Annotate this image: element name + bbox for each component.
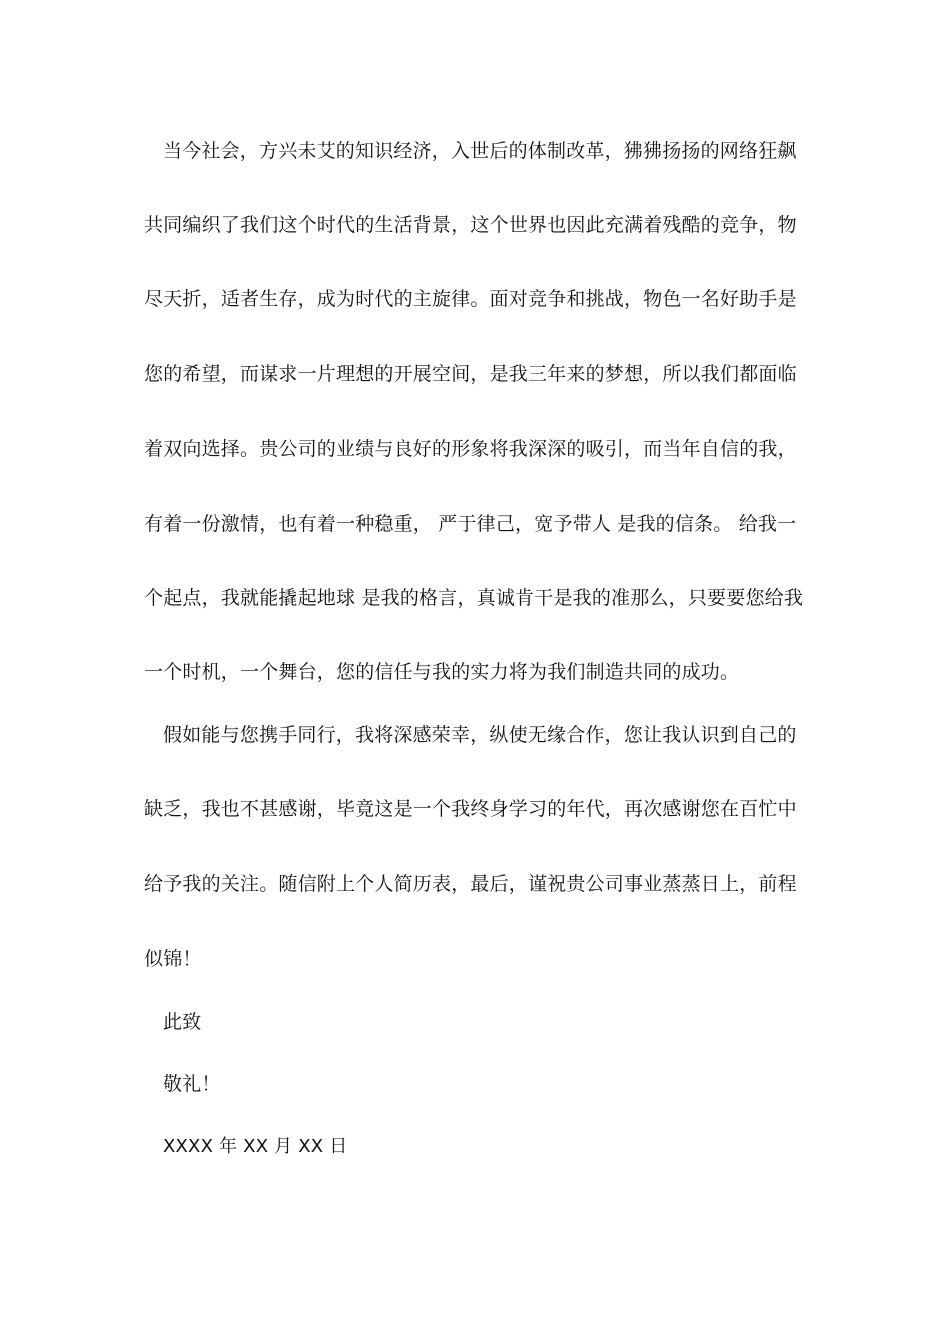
paragraph-1-line-2: 共同编织了我们这个时代的生活背景，这个世界也因此充满着残酷的竞争，物 [144,214,797,236]
paragraph-1-line-5: 着双向选择。贵公司的业绩与良好的形象将我深深的吸引，而当年自信的我， [144,438,797,460]
paragraph-2-line-3: 给予我的关注。随信附上个人简历表，最后，谨祝贵公司事业蒸蒸日上，前程 [144,873,797,895]
paragraph-2-line-1: 假如能与您携手同行，我将深感荣幸，纵使无缘合作，您让我认识到自己的 [163,724,797,746]
paragraph-1-line-7: 个起点，我就能撬起地球 是我的格言，真诚肯干是我的准那么，只要要您给我 [144,587,804,609]
paragraph-1-line-3: 尽天折，适者生存，成为时代的主旋律。面对竞争和挑战，物色一名好助手是 [144,288,797,310]
paragraph-2-line-2: 缺乏，我也不甚感谢，毕竟这是一个我终身学习的年代，再次感谢您在百忙中 [144,798,797,820]
paragraph-1-line-8: 一个时机，一个舞台，您的信任与我的实力将为我们制造共同的成功。 [144,661,740,683]
letter-date: XXXX 年 XX 月 XX 日 [163,1136,348,1157]
paragraph-1-line-1: 当今社会，方兴未艾的知识经济，入世后的体制改革，狒狒扬扬的网络狂飙 [163,140,797,162]
paragraph-2-line-4: 似锦！ [144,948,202,970]
paragraph-1-line-6: 有着一份激情，也有着一种稳重， 严于律己，宽予带人 是我的信条。 给我一 [144,513,797,535]
closing-regards: 敬礼！ [163,1073,221,1095]
paragraph-1-line-4: 您的希望，而谋求一片理想的开展空间，是我三年来的梦想，所以我们都面临 [144,363,797,385]
closing-salutation: 此致 [163,1011,202,1033]
